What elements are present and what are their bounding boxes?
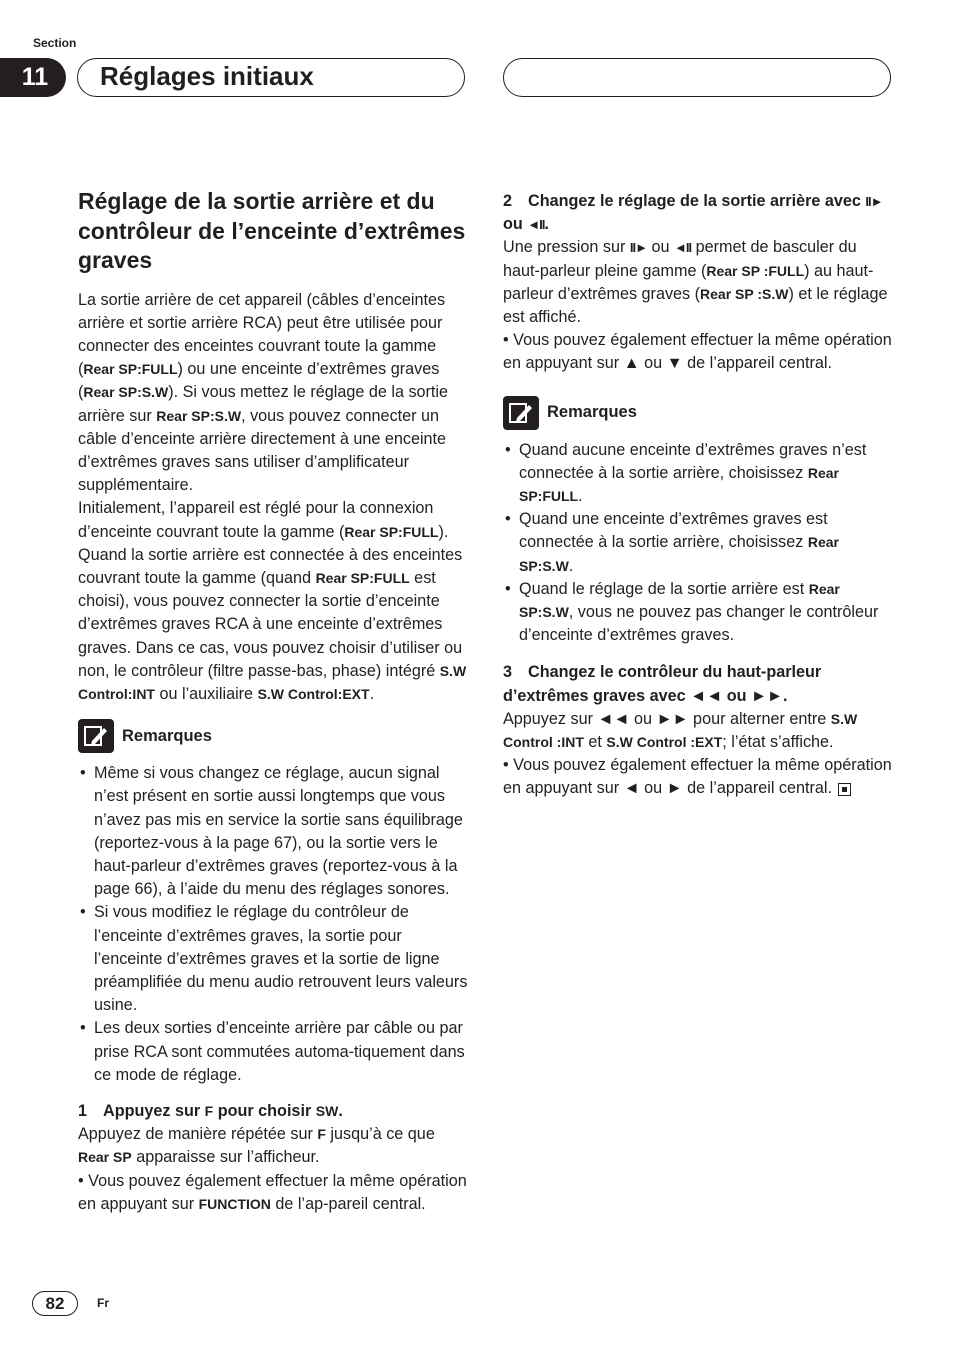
text: , vous pouvez connecter un câble d’enceinte arrière directement à une enceinte d’extrêmes graves sans utiliser d’amplificateur supplémentaire.	[78, 406, 447, 495]
text: .	[578, 487, 583, 506]
notes-title: Remarques	[547, 403, 637, 422]
text: et	[583, 733, 607, 752]
command-label: FUNCTION	[198, 1195, 271, 1212]
text: ) au haut-parleur d’extrêmes graves (	[503, 261, 874, 303]
command-label: S.W Control :EXT	[606, 734, 723, 751]
step-2-heading	[503, 190, 895, 236]
command-label: Rear SP:S.W	[519, 534, 839, 574]
text: .	[544, 215, 549, 234]
text: ; l’état s’affiche.	[722, 733, 834, 752]
command-label: S.W Control :INT	[503, 710, 858, 751]
section-number: 11	[0, 58, 66, 97]
notes-list	[503, 439, 895, 648]
command-label: S.W Control:EXT	[257, 685, 370, 702]
text: Changez le contrôleur du haut-parleur d’extrêmes graves avec ◄◄ ou ►►.	[503, 663, 822, 705]
notes-title: Remarques	[122, 726, 212, 745]
text: • Vous pouvez également effectuer la même opération en appuyant sur ◄ ou ► de l’appareil central.	[503, 756, 892, 798]
left-column	[78, 187, 470, 1216]
page-number: 82	[32, 1291, 78, 1316]
text: .	[568, 556, 574, 575]
second-paragraph	[78, 497, 470, 706]
section-heading: Réglage de la sortie arrière et du contrôleur de l’enceinte d’extrêmes graves	[78, 188, 466, 273]
text: Quand une enceinte d’extrêmes graves est connectée à la sortie arrière, choisissez	[519, 510, 828, 552]
notes-list	[78, 762, 470, 1087]
end-of-section-icon	[838, 783, 851, 796]
text: Appuyez de manière répétée sur	[78, 1125, 318, 1144]
pencil-note-icon	[78, 719, 114, 753]
step-1-bullet	[78, 1170, 470, 1216]
play-pause-icon: II►	[865, 194, 883, 209]
command-label: Rear SP:FULL	[344, 523, 439, 540]
step-3-heading	[503, 661, 895, 707]
notes-header	[78, 719, 470, 753]
step-1-heading	[78, 1100, 470, 1123]
text: La sortie arrière de cet appareil (câbles d’enceintes arrière et sortie arrière RCA) peut être utilisée pour connecter des enceintes couvrant toute la gamme (	[78, 290, 446, 379]
step-3-body	[503, 708, 895, 754]
note-item	[503, 439, 895, 509]
pause-back-icon: ◄II	[673, 240, 692, 256]
note-item: • Les deux sorties d’enceinte arrière par câble ou par prise RCA sont commutées automa-tiquement dans ce mode de réglage.	[78, 1017, 470, 1087]
command-label: Rear SP	[78, 1149, 132, 1166]
text: Une pression sur	[503, 238, 630, 257]
note-item: • Même si vous changez ce réglage, aucun signal n’est présent en sortie aussi longtemps que vous n’avez pas mis en service la sortie sans équilibrage (reportez-vous à la page 67), ou la sortie vers le haut-parleur d’extrêmes graves (reportez-vous à la page 66), à l’aide du menu des réglages sonores.	[78, 762, 470, 901]
section-label: Section	[33, 36, 77, 50]
command-label: Rear SP :S.W	[700, 285, 789, 302]
text: ) ou une enceinte d’extrêmes graves (	[78, 360, 440, 402]
command-label: S.W Control:INT	[78, 662, 467, 702]
text: ). Si vous mettez le réglage de la sortie arrière sur	[78, 383, 449, 425]
play-pause-icon: II►	[629, 240, 647, 256]
text: de l’ap-pareil central.	[270, 1194, 426, 1213]
text: Appuyez sur ◄◄ ou ►► pour alterner entre	[503, 709, 831, 728]
step-3-bullet	[503, 754, 895, 800]
note-item	[503, 508, 895, 578]
note-item	[503, 578, 895, 648]
step-number: 2	[503, 192, 513, 210]
text: , vous ne pouvez pas changer le contrôleur d’enceinte d’extrêmes graves.	[519, 603, 879, 645]
notes-header	[503, 396, 895, 430]
text: ). Quand la sortie arrière est connectée à des enceintes couvrant toute la gamme (quand	[78, 522, 463, 587]
text: pour choisir	[213, 1102, 316, 1120]
text: ou l’auxiliaire	[154, 684, 258, 703]
command-label: SW	[315, 1103, 339, 1119]
text: • Vous pouvez également effectuer la même opération en appuyant sur	[78, 1171, 467, 1213]
text: .	[338, 1102, 343, 1120]
pause-back-icon: ◄II	[527, 217, 545, 233]
text: ) et le réglage est affiché.	[503, 284, 888, 327]
text: .	[369, 684, 375, 703]
text: Appuyez sur	[103, 1102, 205, 1120]
text: Initialement, l’appareil est réglé pour la connexion d’enceinte couvrant toute la gamme (	[78, 499, 434, 541]
text: Quand le réglage de la sortie arrière est	[519, 579, 809, 598]
step-number: 3	[503, 663, 513, 682]
command-label: Rear SP:FULL	[83, 361, 178, 378]
intro-paragraph	[78, 289, 470, 498]
text: apparaisse sur l’afficheur.	[131, 1148, 320, 1167]
language-code: Fr	[97, 1296, 109, 1310]
command-label: Rear SP:FULL	[519, 464, 839, 505]
text: est choisi), vous pouvez connecter la sortie d’enceinte d’extrêmes graves RCA à une enceinte d’extrêmes graves. Dans ce cas, vous pouvez choisir d’utiliser ou non, le contrôleur (filtre passe-bas, phase) intégré	[78, 568, 463, 680]
text: ou	[503, 215, 528, 234]
command-label: Rear SP:S.W	[83, 384, 169, 401]
command-label: F	[317, 1126, 326, 1143]
step-2-body	[503, 236, 895, 329]
right-column	[503, 190, 895, 801]
note-item: • Si vous modifiez le réglage du contrôleur de l’enceinte d’extrêmes graves, la sortie pour l’enceinte d’extrêmes graves et la sortie de ligne préamplifiée du menu audio retrouvent leurs valeurs usine.	[78, 901, 470, 1017]
text: permet de basculer du haut-parleur pleine gamme (	[503, 238, 857, 280]
empty-header-frame	[503, 58, 891, 97]
pencil-note-icon	[503, 396, 539, 430]
page-title: Réglages initiaux	[100, 61, 314, 91]
command-label: Rear SP:FULL	[315, 569, 410, 586]
command-label: Rear SP :FULL	[706, 262, 805, 279]
step-1-body	[78, 1123, 470, 1169]
text: Changez le réglage de la sortie arrière avec	[528, 192, 866, 210]
text: ou	[646, 238, 674, 257]
command-label: F	[204, 1103, 214, 1119]
command-label: Rear SP:S.W	[519, 580, 840, 621]
text: Quand aucune enceinte d’extrêmes graves n’est connectée à la sortie arrière, choisissez	[519, 440, 867, 482]
step-2-bullet: • Vous pouvez également effectuer la même opération en appuyant sur ▲ ou ▼ de l’appareil central.	[503, 331, 892, 373]
text: jusqu’à ce que	[325, 1125, 435, 1144]
step-number: 1	[78, 1102, 88, 1120]
command-label: Rear SP:S.W	[156, 407, 242, 424]
